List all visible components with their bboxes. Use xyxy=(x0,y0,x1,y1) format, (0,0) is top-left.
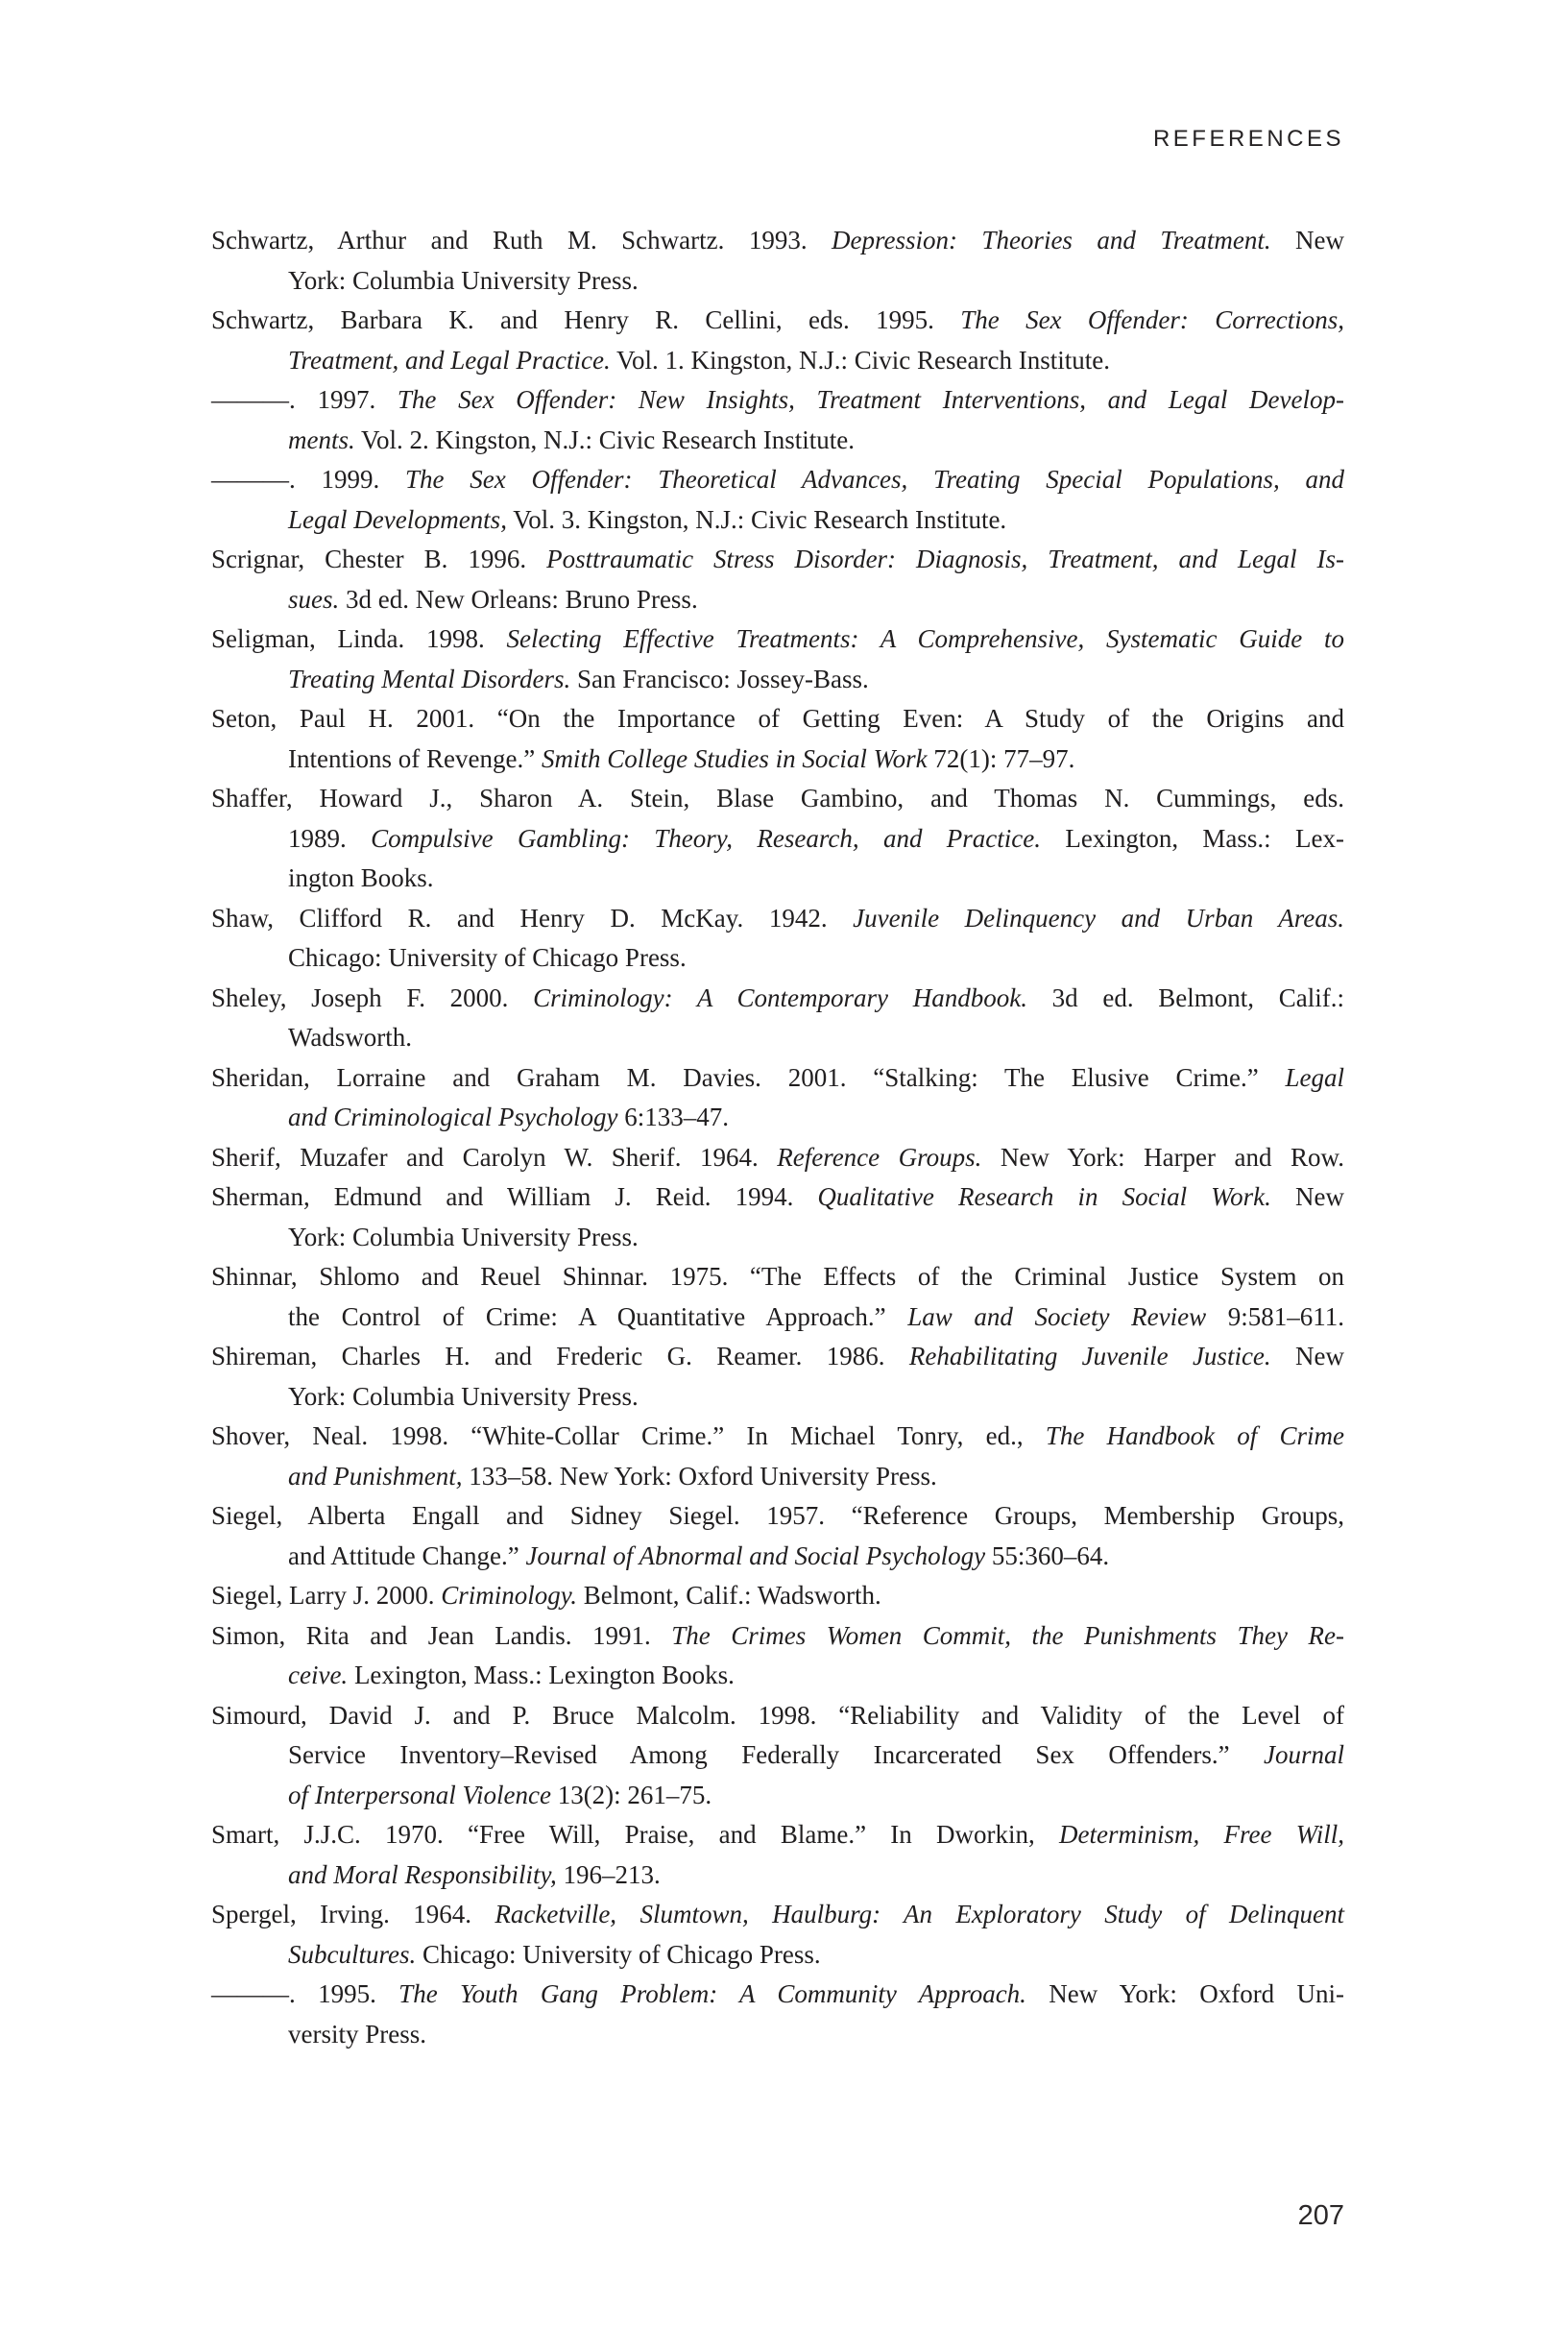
text-segment: Spergel, Irving. 1964. xyxy=(211,1900,495,1928)
text-segment: Sheridan, Lorraine and Graham M. Davies. 2001. “Stalking: The Elusive Crime.” xyxy=(211,1062,1286,1092)
italic-text-segment: The Sex Offender: New Insights, Treatment Interventions, and Legal Develop- xyxy=(397,385,1344,414)
text-segment: 55:360–64. xyxy=(985,1540,1110,1570)
reference-entry xyxy=(211,1616,1344,1696)
reference-entry xyxy=(211,1177,1344,1257)
italic-text-segment: The Sex Offender: Theoretical Advances, Treating Special Populations, and xyxy=(405,465,1345,494)
italic-text-segment: Juvenile Delinquency and Urban Areas. xyxy=(853,903,1344,933)
text-segment: ———. 1997. xyxy=(211,385,398,414)
reference-entry xyxy=(211,899,1344,979)
reference-line xyxy=(211,1337,1344,1377)
text-segment: 3d ed. New Orleans: Bruno Press. xyxy=(339,584,698,614)
italic-text-segment: Racketville, Slumtown, Haulburg: An Exploratory Study of Delinquent xyxy=(495,1900,1344,1928)
reference-entry xyxy=(211,1496,1344,1576)
text-segment: Sherman, Edmund and William J. Reid. 1994. xyxy=(211,1182,818,1211)
text-segment: Sherif, Muzafer and Carolyn W. Sherif. 1964. xyxy=(211,1142,778,1172)
reference-line xyxy=(211,2015,1344,2055)
italic-text-segment: and Moral Responsibility, xyxy=(288,1859,557,1889)
italic-text-segment: Journal of Abnormal and Social Psychology xyxy=(525,1540,986,1570)
reference-line xyxy=(211,619,1344,660)
italic-text-segment: Rehabilitating Juvenile Justice. xyxy=(908,1342,1271,1370)
reference-entry xyxy=(211,699,1344,779)
reference-line xyxy=(211,1177,1344,1218)
text-segment: Lexington, Mass.: Lexington Books. xyxy=(348,1661,735,1689)
reference-entry xyxy=(211,1815,1344,1895)
text-segment: 3d ed. Belmont, Calif.: xyxy=(1026,982,1344,1012)
text-segment: ington Books. xyxy=(288,863,434,892)
page-number: 207 xyxy=(1297,2200,1344,2231)
reference-entry xyxy=(211,380,1344,460)
italic-text-segment: Journal xyxy=(1264,1740,1344,1769)
reference-line xyxy=(211,779,1344,819)
text-segment: New York: Oxford Uni- xyxy=(1025,1979,1345,2008)
reference-line xyxy=(211,421,1344,461)
reference-line xyxy=(211,859,1344,899)
reference-entry xyxy=(211,1138,1344,1178)
italic-text-segment: Criminology: A Contemporary Handbook. xyxy=(533,982,1027,1012)
reference-line xyxy=(211,1018,1344,1058)
text-segment: Vol. 3. Kingston, N.J.: Civic Research Institute. xyxy=(506,504,1007,534)
reference-line xyxy=(211,1935,1344,1976)
reference-line xyxy=(211,938,1344,979)
reference-line xyxy=(211,1616,1344,1657)
text-segment: Vol. 1. Kingston, N.J.: Civic Research Institute. xyxy=(610,345,1110,375)
italic-text-segment: Criminology. xyxy=(441,1581,577,1610)
reference-entry xyxy=(211,1576,1344,1616)
text-segment: Shover, Neal. 1998. “White-Collar Crime.” In Michael Tonry, ed., xyxy=(211,1421,1046,1450)
reference-line xyxy=(211,1735,1344,1776)
reference-line xyxy=(211,1815,1344,1855)
reference-line xyxy=(211,1895,1344,1935)
reference-entry xyxy=(211,779,1344,899)
reference-line xyxy=(211,261,1344,302)
italic-text-segment: Posttraumatic Stress Disorder: Diagnosis, Treatment, and Legal Is- xyxy=(546,545,1344,573)
text-segment: Scrignar, Chester B. 1996. xyxy=(211,545,547,573)
italic-text-segment: ments. xyxy=(288,424,355,454)
text-segment: York: Columbia University Press. xyxy=(288,1381,639,1411)
italic-text-segment: ceive. xyxy=(288,1661,349,1689)
reference-line xyxy=(211,1058,1344,1099)
italic-text-segment: Selecting Effective Treatments: A Comprehensive, Systematic Guide to xyxy=(506,624,1345,653)
reference-line xyxy=(211,1975,1344,2015)
reference-line xyxy=(211,1696,1344,1736)
reference-entry xyxy=(211,1975,1344,2054)
text-segment: Belmont, Calif.: Wadsworth. xyxy=(576,1581,881,1610)
text-segment: York: Columbia University Press. xyxy=(288,1222,639,1251)
text-segment: Chicago: University of Chicago Press. xyxy=(416,1939,821,1969)
reference-line xyxy=(211,699,1344,740)
italic-text-segment: Treatment, and Legal Practice. xyxy=(288,345,611,375)
text-segment: Chicago: University of Chicago Press. xyxy=(288,943,687,972)
references-list xyxy=(211,221,1344,2054)
italic-text-segment: Treating Mental Disorders. xyxy=(288,664,571,693)
text-segment: 133–58. New York: Oxford University Press. xyxy=(462,1461,937,1491)
text-segment: Schwartz, Arthur and Ruth M. Schwartz. 1993. xyxy=(211,226,832,255)
reference-entry xyxy=(211,540,1344,619)
text-segment: ———. 1999. xyxy=(211,465,406,494)
reference-line xyxy=(211,1457,1344,1497)
text-segment: New xyxy=(1270,1182,1344,1211)
text-segment: Intentions of Revenge.” xyxy=(288,743,542,773)
reference-entry xyxy=(211,1257,1344,1337)
text-segment: Seton, Paul H. 2001. “On the Importance of Getting Even: A Study of the Origins and xyxy=(211,704,1344,733)
text-segment: Lexington, Mass.: Lex- xyxy=(1041,823,1345,853)
reference-entry xyxy=(211,221,1344,301)
reference-line xyxy=(211,500,1344,541)
italic-text-segment: Depression: Theories and Treatment. xyxy=(832,226,1271,255)
text-segment: ———. 1995. xyxy=(211,1979,399,2008)
text-segment: 1989. xyxy=(288,823,372,853)
reference-line xyxy=(211,899,1344,939)
text-segment: Smart, J.J.C. 1970. “Free Will, Praise, and Blame.” In Dworkin, xyxy=(211,1820,1060,1849)
italic-text-segment: The Handbook of Crime xyxy=(1045,1421,1344,1450)
reference-entry xyxy=(211,619,1344,699)
reference-line xyxy=(211,1855,1344,1896)
italic-text-segment: and Criminological Psychology xyxy=(288,1103,618,1131)
reference-line xyxy=(211,1377,1344,1418)
reference-line xyxy=(211,1417,1344,1457)
italic-text-segment: and Punishment, xyxy=(288,1461,463,1491)
text-segment: and Attitude Change.” xyxy=(288,1540,526,1570)
italic-text-segment: Legal Developments, xyxy=(288,504,507,534)
reference-line xyxy=(211,1297,1344,1338)
text-segment: Shireman, Charles H. and Frederic G. Reamer. 1986. xyxy=(211,1342,909,1370)
text-segment: Wadsworth. xyxy=(288,1023,413,1052)
reference-entry xyxy=(211,1058,1344,1138)
text-segment: Service Inventory–Revised Among Federally Incarcerated Sex Offenders.” xyxy=(288,1740,1264,1769)
reference-line xyxy=(211,1496,1344,1537)
text-segment: Simon, Rita and Jean Landis. 1991. xyxy=(211,1620,672,1650)
italic-text-segment: Subcultures. xyxy=(288,1939,417,1969)
text-segment: Schwartz, Barbara K. and Henry R. Cellini, eds. 1995. xyxy=(211,305,961,334)
reference-entry xyxy=(211,979,1344,1058)
text-segment: 6:133–47. xyxy=(617,1103,729,1131)
reference-line xyxy=(211,301,1344,341)
italic-text-segment: Reference Groups. xyxy=(777,1142,982,1172)
italic-text-segment: Smith College Studies in Social Work xyxy=(541,743,928,773)
reference-entry xyxy=(211,1895,1344,1975)
text-segment: 72(1): 77–97. xyxy=(927,743,1075,773)
reference-line xyxy=(211,1098,1344,1138)
reference-entry xyxy=(211,460,1344,540)
text-segment: New xyxy=(1270,1342,1344,1370)
text-segment: 9:581–611. xyxy=(1206,1301,1344,1331)
italic-text-segment: The Crimes Women Commit, the Punishments They Re- xyxy=(671,1620,1344,1650)
reference-line xyxy=(211,740,1344,780)
text-segment: 13(2): 261–75. xyxy=(550,1780,712,1809)
text-segment: Shaffer, Howard J., Sharon A. Stein, Blase Gambino, and Thomas N. Cummings, eds. xyxy=(211,784,1344,812)
text-segment: Sheley, Joseph F. 2000. xyxy=(211,982,534,1012)
text-segment: the Control of Crime: A Quantitative Approach.” xyxy=(288,1301,908,1331)
italic-text-segment: sues. xyxy=(288,584,340,614)
reference-line xyxy=(211,819,1344,860)
italic-text-segment: Determinism, Free Will, xyxy=(1059,1820,1344,1849)
reference-entry xyxy=(211,1337,1344,1417)
reference-line xyxy=(211,1257,1344,1297)
text-segment: Shaw, Clifford R. and Henry D. McKay. 1942. xyxy=(211,903,854,933)
reference-line xyxy=(211,580,1344,620)
italic-text-segment: Qualitative Research in Social Work. xyxy=(817,1182,1271,1211)
text-segment: Simourd, David J. and P. Bruce Malcolm. 1998. “Reliability and Validity of the Level of xyxy=(211,1700,1344,1730)
reference-line xyxy=(211,1218,1344,1258)
italic-text-segment: of Interpersonal Violence xyxy=(288,1780,551,1809)
reference-line xyxy=(211,1776,1344,1816)
running-head: REFERENCES xyxy=(1152,126,1344,152)
reference-line xyxy=(211,460,1344,500)
reference-line xyxy=(211,1656,1344,1696)
italic-text-segment: The Youth Gang Problem: A Community Approach. xyxy=(398,1979,1026,2008)
reference-line xyxy=(211,221,1344,261)
italic-text-segment: Legal xyxy=(1285,1062,1344,1092)
reference-line xyxy=(211,660,1344,700)
text-segment: Shinnar, Shlomo and Reuel Shinnar. 1975. “The Effects of the Criminal Justice System on xyxy=(211,1262,1344,1291)
reference-entry xyxy=(211,1417,1344,1496)
reference-entry xyxy=(211,301,1344,380)
reference-line xyxy=(211,1537,1344,1577)
reference-line xyxy=(211,380,1344,421)
text-segment: New York: Harper and Row. xyxy=(981,1142,1344,1172)
text-segment: New xyxy=(1270,226,1345,255)
reference-line xyxy=(211,1576,1344,1616)
text-segment: versity Press. xyxy=(288,2019,426,2049)
text-segment: York: Columbia University Press. xyxy=(288,265,639,295)
text-segment: Siegel, Larry J. 2000. xyxy=(211,1581,442,1610)
italic-text-segment: The Sex Offender: Corrections, xyxy=(960,305,1345,334)
text-segment: Seligman, Linda. 1998. xyxy=(211,624,507,653)
text-segment: Vol. 2. Kingston, N.J.: Civic Research Institute. xyxy=(354,424,855,454)
text-segment: San Francisco: Jossey-Bass. xyxy=(570,664,869,693)
reference-line xyxy=(211,540,1344,580)
text-segment: 196–213. xyxy=(556,1859,661,1889)
reference-line xyxy=(211,1138,1344,1178)
reference-entry xyxy=(211,1696,1344,1816)
text-segment: Siegel, Alberta Engall and Sidney Siegel. 1957. “Reference Groups, Membership Groups, xyxy=(211,1501,1344,1530)
italic-text-segment: Law and Society Review xyxy=(907,1301,1207,1331)
reference-line xyxy=(211,341,1344,381)
italic-text-segment: Compulsive Gambling: Theory, Research, and Practice. xyxy=(371,823,1041,853)
reference-line xyxy=(211,979,1344,1019)
